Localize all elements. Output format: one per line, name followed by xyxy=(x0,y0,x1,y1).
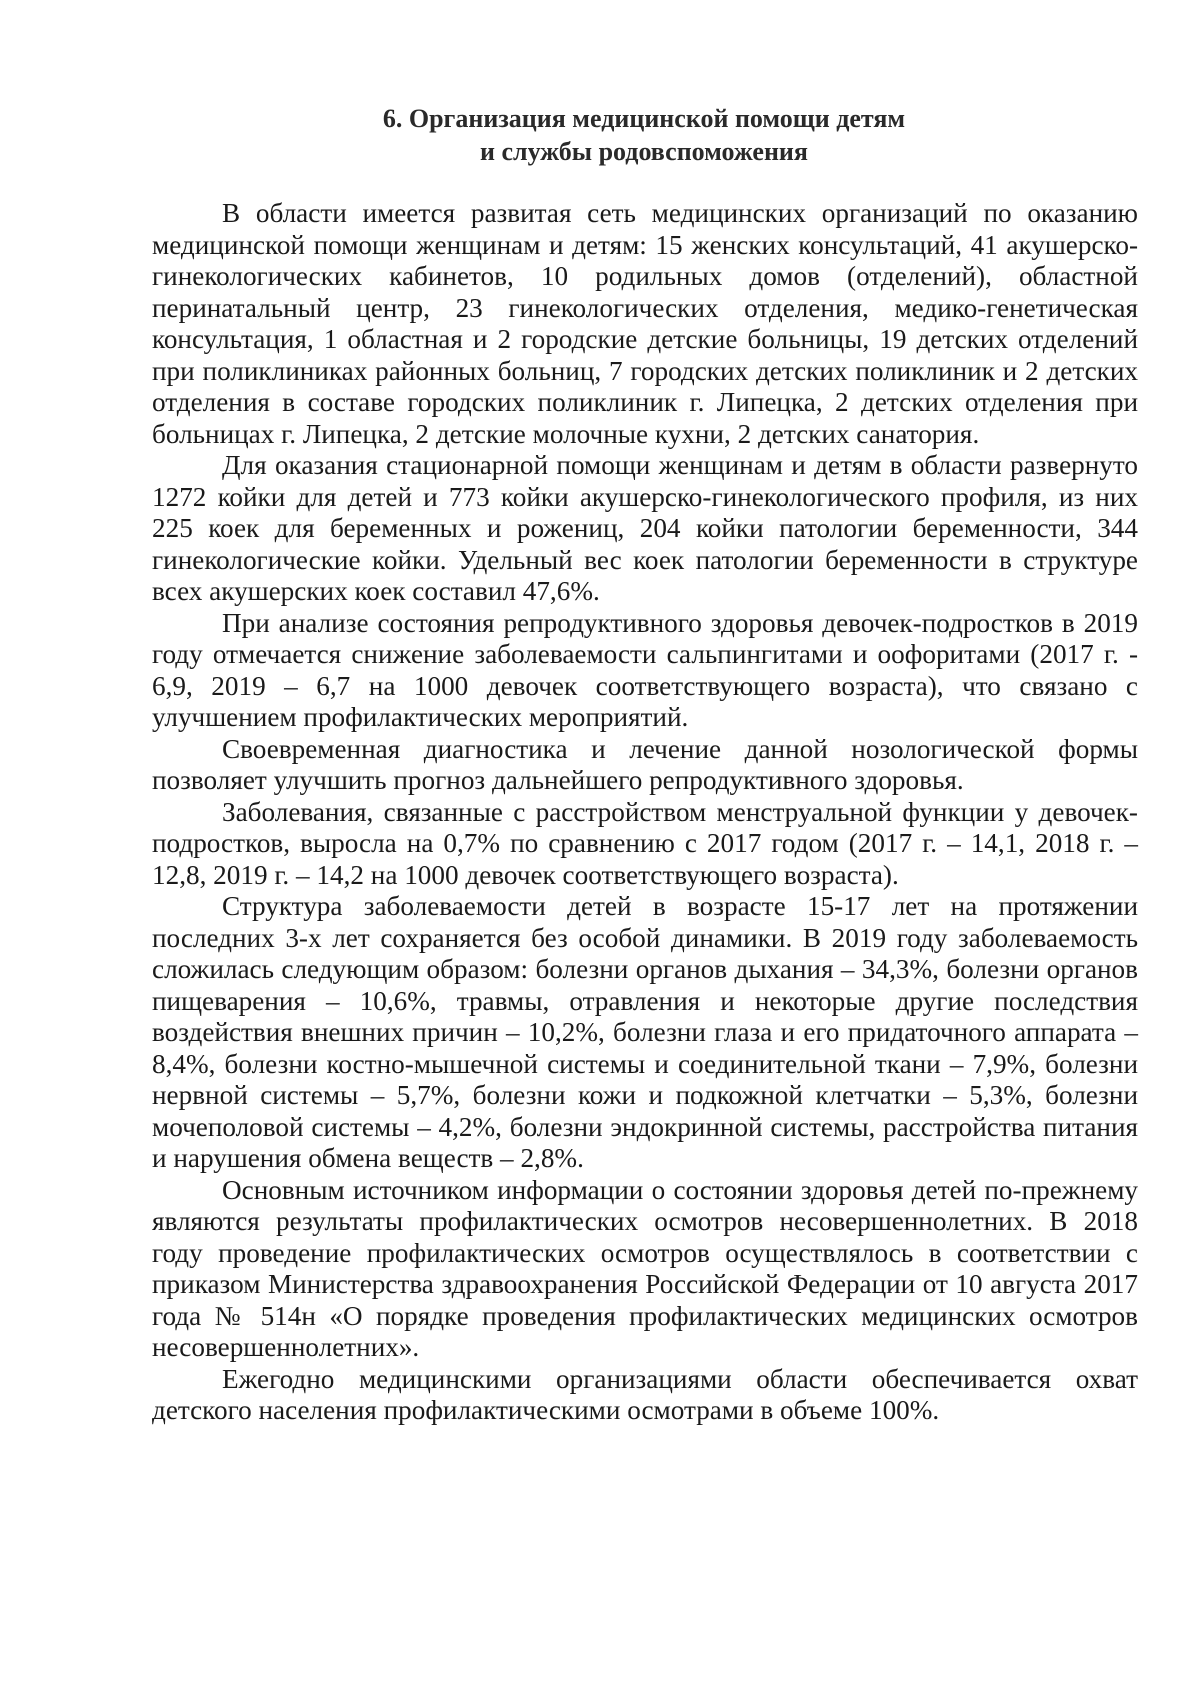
paragraph-coverage: Ежегодно медицинскими организациями области обеспечивается охват детского населения профилактическими осмотрами в объеме 100%. xyxy=(152,1363,1138,1425)
section-heading xyxy=(150,102,1138,168)
paragraph-menstrual-disorders: Заболевания, связанные с расстройством менструальной функции у девочек-подростков, выросла на 0,7% по сравнению с 2017 годом (2017 г. – 14,1, 2018 г. – 12,8, 2019 г. – 14,2 на 1000 девочек соответствующего возраста). xyxy=(152,796,1138,890)
paragraph-beds: Для оказания стационарной помощи женщинам и детям в области развернуто 1272 койки для детей и 773 койки акушерско-гинекологического профиля, из них 225 коек для беременных и рожениц, 204 койки патологии беременности, 344 гинекологические койки. Удельный вес коек патологии беременности в структуре всех акушерских коек составил 47,6%. xyxy=(152,450,1138,606)
document-body xyxy=(152,198,1138,1427)
paragraph-morbidity-structure: Структура заболеваемости детей в возрасте 15-17 лет на протяжении последних 3-х лет сохраняется без особой динамики. В 2019 году заболеваемость сложилась следующим образом: болезни органов дыхания – 34,3%, болезни органов пищеварения – 10,6%, травмы, отравления и некоторые другие последствия воздействия внешних причин – 10,2%, болезни глаза и его придаточного аппарата – 8,4%, болезни костно-мышечной системы и соединительной ткани – 7,9%, болезни нервной системы – 5,7%, болезни кожи и подкожной клетчатки – 5,3%, болезни мочеполовой системы – 4,2%, болезни эндокринной системы, расстройства питания и нарушения обмена веществ – 2,8%. xyxy=(152,891,1138,1173)
paragraph-network: В области имеется развитая сеть медицинских организаций по оказанию медицинской помощи женщинам и детям: 15 женских консультаций, 41 акушерско-гинекологических кабинетов, 10 родильных домов (отделений), областной перинатальный центр, 23 гинекологических отделения, медико-генетическая консультация, 1 областная и 2 городские детские больницы, 19 детских отделений при поликлиниках районных больниц, 7 городских детских поликлиник и 2 детских отделения в составе городских поликлиник г. Липецка, 2 детских отделения при больницах г. Липецка, 2 детские молочные кухни, 2 детских санатория. xyxy=(152,198,1138,449)
heading-line-2: и службы родовспоможения xyxy=(480,137,808,166)
paragraph-diagnostics: Своевременная диагностика и лечение данной нозологической формы позволяет улучшить прогноз дальнейшего репродуктивного здоровья. xyxy=(152,733,1138,795)
paragraph-reproductive-health: При анализе состояния репродуктивного здоровья девочек-подростков в 2019 году отмечается снижение заболеваемости сальпингитами и оофоритами (2017 г. - 6,9, 2019 – 6,7 на 1000 девочек соответствующего возраста), что связано с улучшением профилактических мероприятий. xyxy=(152,607,1138,732)
heading-line-1: 6. Организация медицинской помощи детям xyxy=(382,104,906,133)
paragraph-preventive-exams: Основным источником информации о состоянии здоровья детей по-прежнему являются результаты профилактических осмотров несовершеннолетних. В 2018 году проведение профилактических осмотров осуществлялось в соответствии с приказом Министерства здравоохранения Российской Федерации от 10 августа 2017 года № 514н «О порядке проведения профилактических медицинских осмотров несовершеннолетних». xyxy=(152,1174,1138,1362)
